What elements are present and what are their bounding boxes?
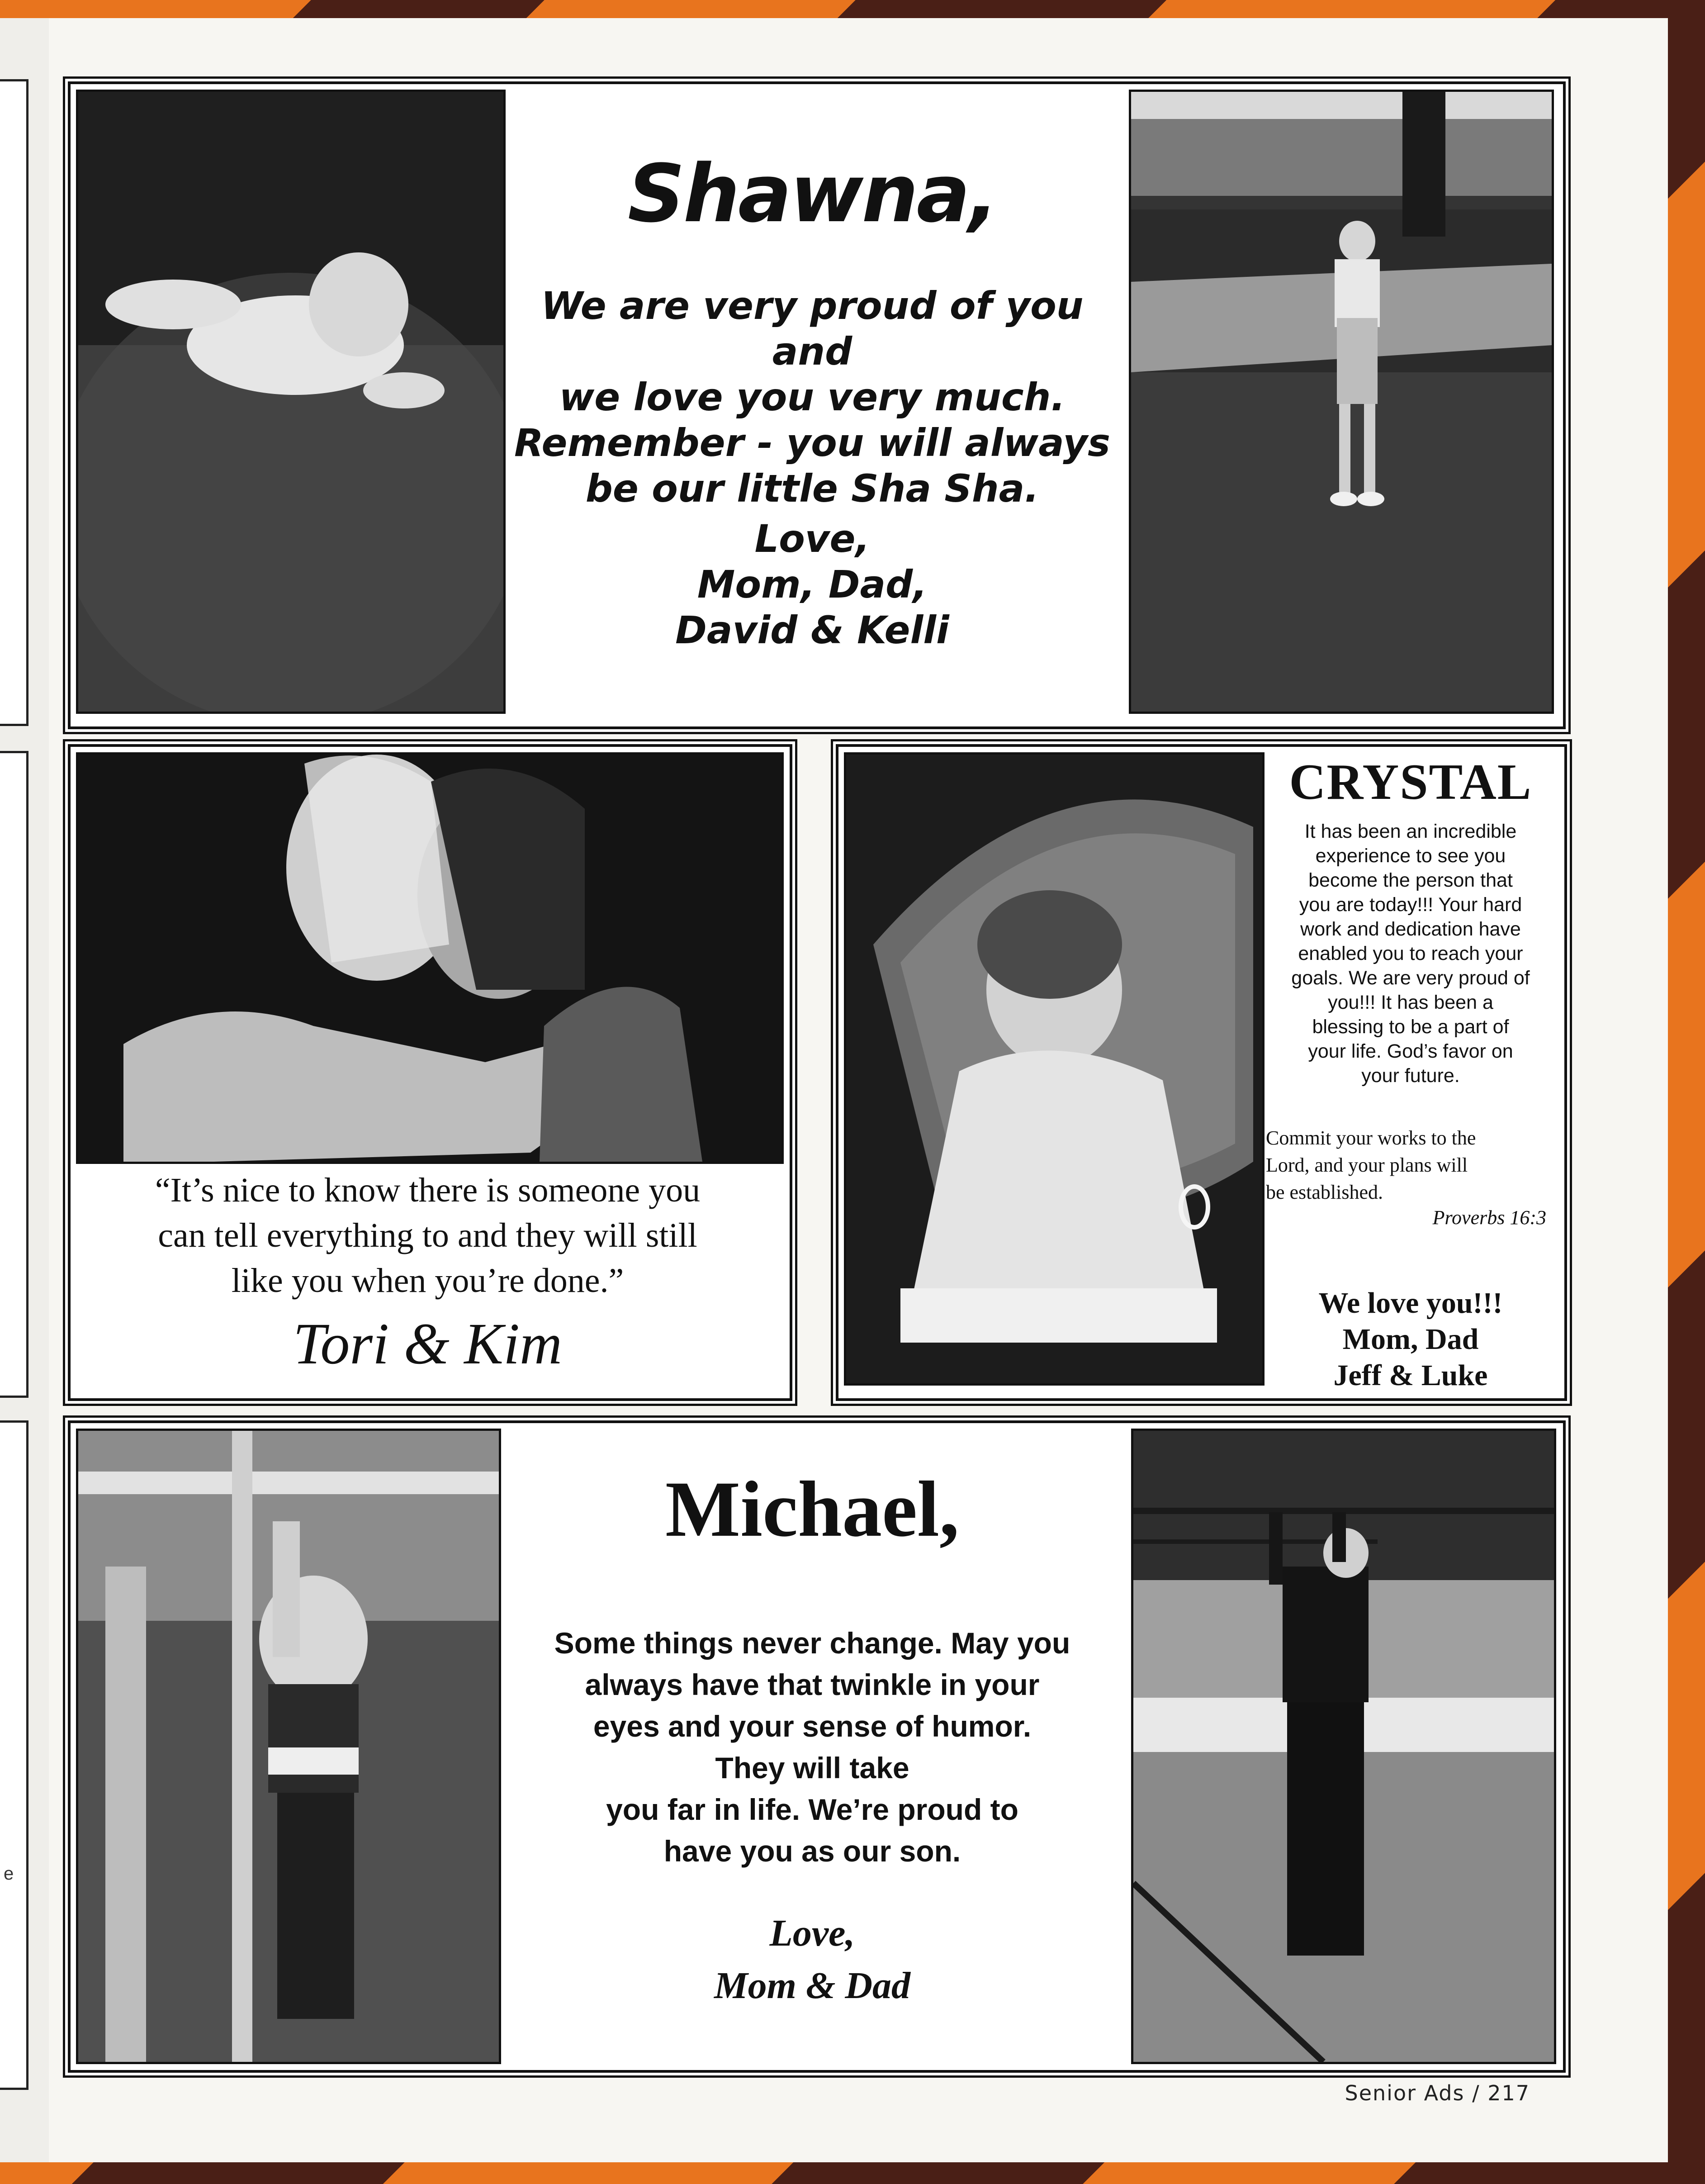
crystal-message-line: enabled you to reach your	[1298, 943, 1523, 964]
tori-kim-quote	[76, 1168, 779, 1303]
quote-line: can tell everything to and they will still	[158, 1216, 697, 1254]
shawna-message-line: We are very proud of you and	[541, 284, 1084, 374]
michael-name: Michael,	[665, 1465, 960, 1553]
michael-message-line: They will take	[715, 1751, 909, 1785]
crystal-ad	[836, 744, 1567, 1401]
shawna-message-line: we love you very much.	[559, 375, 1066, 419]
previous-page-box	[0, 79, 28, 726]
crystal-message-line: your future.	[1361, 1065, 1460, 1087]
shawna-ad	[68, 81, 1566, 729]
shawna-signer: Mom, Dad,	[697, 562, 928, 607]
verse-line: be established.	[1266, 1181, 1383, 1203]
michael-message-line: eyes and your sense of humor.	[593, 1709, 1032, 1743]
michael-closing: Love,	[769, 1912, 855, 1954]
crystal-closing-line: Mom, Dad	[1342, 1323, 1479, 1356]
michael-message	[505, 1622, 1120, 1872]
crystal-verse	[1266, 1125, 1555, 1206]
shawna-name: Shawna,	[627, 147, 997, 240]
michael-signers: Mom & Dad	[714, 1965, 911, 2007]
crystal-message-line: you are today!!! Your hard	[1299, 894, 1522, 916]
crystal-name: CRYSTAL	[1289, 754, 1532, 810]
shawna-message-line: be our little Sha Sha.	[585, 466, 1039, 511]
previous-page-box	[0, 1420, 28, 2090]
crystal-message-line: work and dedication have	[1300, 918, 1521, 940]
verse-line: Lord, and your plans will	[1266, 1154, 1468, 1176]
crystal-message-line: you!!! It has been a	[1328, 992, 1493, 1013]
tori-kim-signature: Tori & Kim	[293, 1311, 562, 1377]
yearbook-page	[49, 18, 1668, 2162]
page-footer: Senior Ads / 217	[1345, 2081, 1530, 2105]
crystal-verse-reference: Proverbs 16:3	[1432, 1206, 1546, 1229]
shawna-signature	[505, 516, 1120, 653]
michael-ad	[68, 1420, 1566, 2073]
crystal-photo	[844, 752, 1265, 1386]
crystal-closing-line: Jeff & Luke	[1333, 1359, 1488, 1392]
crystal-closing	[1264, 1285, 1558, 1394]
crystal-message-line: your life. God’s favor on	[1308, 1040, 1513, 1062]
crystal-message-line: It has been an incredible	[1304, 821, 1517, 842]
shawna-message-line: Remember - you will always	[514, 421, 1111, 465]
crystal-message-line: experience to see you	[1315, 845, 1506, 867]
shawna-signer: David & Kelli	[675, 608, 949, 652]
quote-line: “It’s nice to know there is someone you	[155, 1171, 701, 1209]
shawna-girl-photo	[1129, 90, 1554, 714]
michael-message-line: always have that twinkle in your	[585, 1668, 1040, 1701]
previous-page-box	[0, 751, 28, 1398]
shawna-baby-photo	[76, 90, 506, 714]
crystal-message	[1264, 819, 1558, 1088]
previous-page-letter: e	[4, 1864, 14, 1884]
michael-message-line: have you as our son.	[663, 1834, 961, 1868]
michael-signature	[505, 1907, 1120, 2012]
crystal-message-line: blessing to be a part of	[1312, 1016, 1509, 1038]
michael-message-line: you far in life. We’re proud to	[606, 1793, 1018, 1826]
crystal-message-line: become the person that	[1308, 869, 1513, 891]
michael-message-line: Some things never change. May you	[554, 1626, 1070, 1660]
verse-line: Commit your works to the	[1266, 1127, 1476, 1149]
tori-kim-ad	[68, 744, 792, 1401]
previous-page-edge	[0, 18, 50, 2162]
michael-railing-photo	[1131, 1429, 1556, 2064]
michael-boy-photo	[76, 1429, 501, 2064]
crystal-closing-line: We love you!!!	[1318, 1287, 1503, 1320]
quote-line: like you when you’re done.”	[231, 1262, 624, 1300]
shawna-message	[505, 283, 1120, 512]
tori-kim-photo	[76, 752, 784, 1164]
shawna-closing: Love,	[754, 517, 870, 561]
crystal-message-line: goals. We are very proud of	[1291, 967, 1530, 989]
